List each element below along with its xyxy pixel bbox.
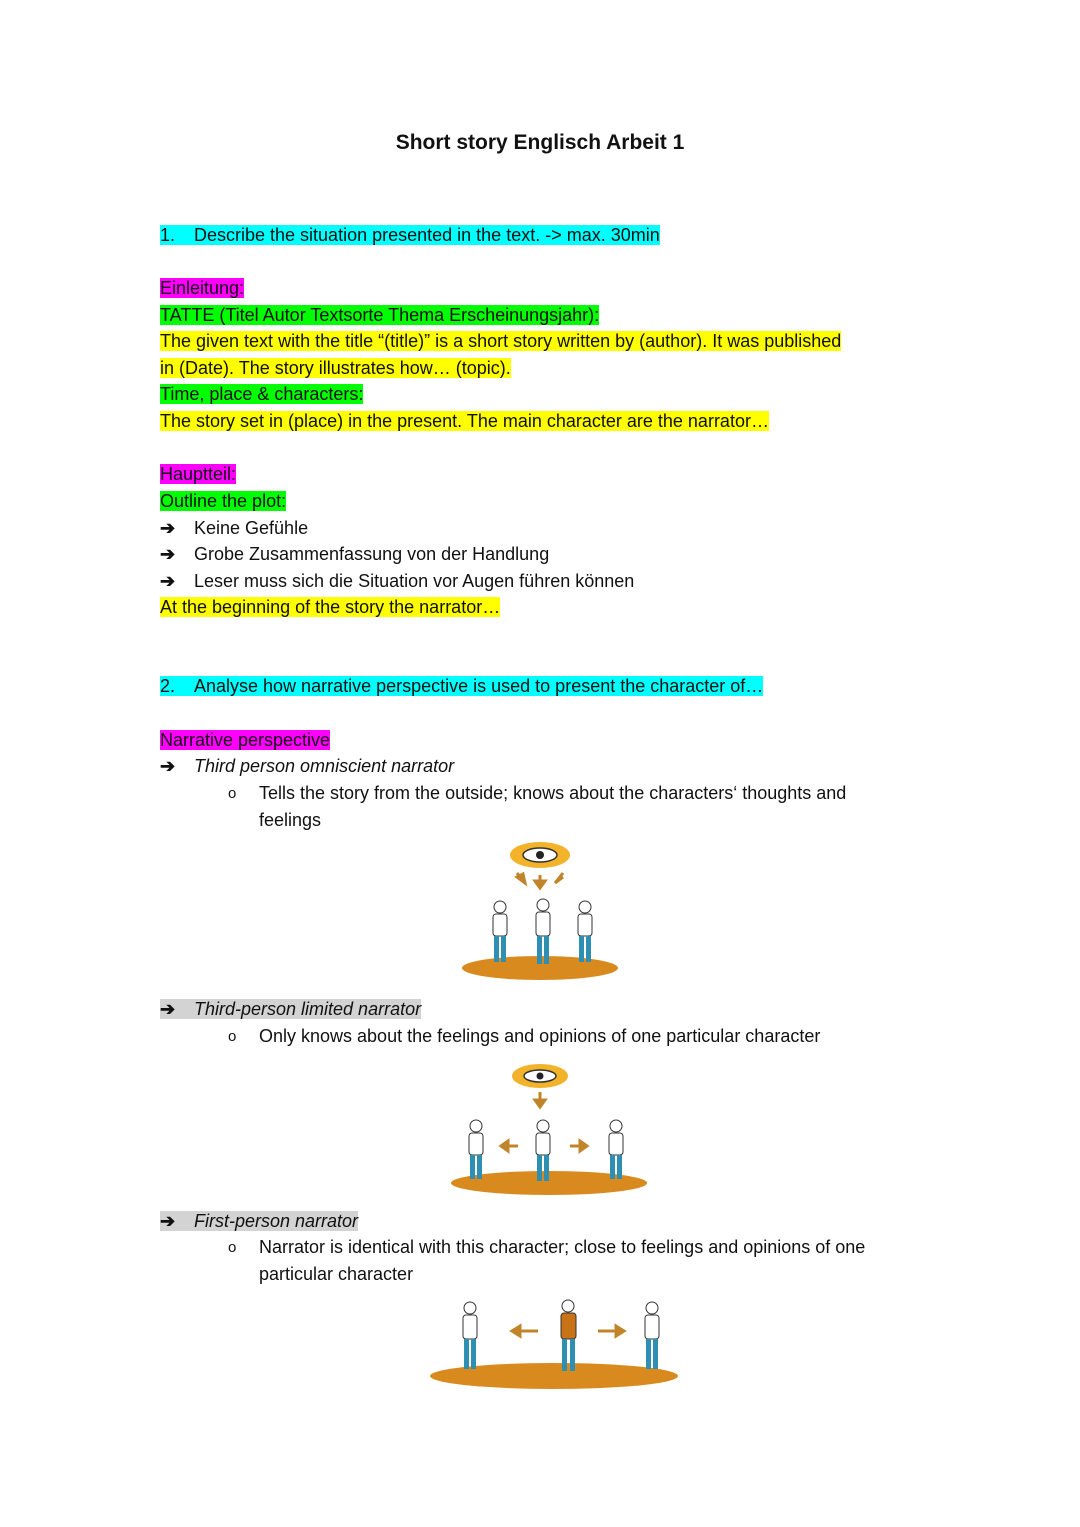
bullet-circle: o xyxy=(228,1239,237,1256)
time-place-sentence: The story set in (place) in the present. The main character are the narrator… xyxy=(160,411,769,431)
left-arrow xyxy=(501,1141,518,1151)
task-1-number: 1. xyxy=(160,225,176,245)
task-1-highlight xyxy=(160,225,660,245)
omniscient-narrator-illustration xyxy=(455,835,635,983)
plot-bullet-3: ➔ Leser muss sich die Situation vor Augen führen können xyxy=(160,568,634,594)
person-center xyxy=(536,899,550,964)
narrative-perspective-heading: Narrative perspective xyxy=(160,730,331,750)
person-left xyxy=(469,1120,483,1179)
first-person-desc-line-2: particular character xyxy=(259,1264,414,1284)
page-title: Short story Englisch Arbeit 1 xyxy=(395,131,685,154)
left-arrow xyxy=(512,1326,538,1336)
person-left xyxy=(463,1302,477,1369)
plot-bullet-2: ➔ Grobe Zusammenfassung von der Handlung xyxy=(160,541,549,567)
arrow-icon: ➔ xyxy=(160,518,176,538)
arrow-icon: ➔ xyxy=(160,1211,176,1231)
outline-heading: Outline the plot: xyxy=(160,491,287,511)
down-arrow xyxy=(535,1092,545,1107)
task-2-highlight xyxy=(160,676,763,696)
bullet-circle: o xyxy=(228,1028,237,1045)
plot-bullet-1: ➔ Keine Gefühle xyxy=(160,515,308,541)
arrow-icon: ➔ xyxy=(160,571,176,591)
intro-sentence-line-2: in (Date). The story illustrates how… (topic). xyxy=(160,358,511,378)
right-arrow xyxy=(570,1141,587,1151)
person-right xyxy=(578,901,592,962)
time-place-heading: Time, place & characters: xyxy=(160,384,364,404)
first-person-narrator-illustration xyxy=(428,1296,683,1396)
einleitung-heading: Einleitung: xyxy=(160,278,245,298)
omniscient-desc-line-2: feelings xyxy=(259,810,322,830)
intro-sentence-line-1: The given text with the title “(title)” is a short story written by (author). It was published xyxy=(160,331,842,351)
task-1-text: Describe the situation presented in the text. -> max. 30min xyxy=(194,225,660,245)
bullet-circle: o xyxy=(228,785,237,802)
down-arrows xyxy=(517,873,563,888)
task-2-heading xyxy=(160,673,763,699)
limited-label: ➔ Third-person limited narrator xyxy=(160,996,421,1022)
plot-sentence: At the beginning of the story the narrator… xyxy=(160,597,501,617)
person-right xyxy=(609,1120,623,1179)
arrow-icon: ➔ xyxy=(160,756,176,776)
task-2-number: 2. xyxy=(160,676,176,696)
limited-desc: Only knows about the feelings and opinions of one particular character xyxy=(259,1026,821,1046)
arrow-icon: ➔ xyxy=(160,544,176,564)
task-1-heading xyxy=(160,222,660,248)
right-arrow xyxy=(598,1326,624,1336)
omniscient-desc-line-1: Tells the story from the outside; knows about the characters‘ thoughts and xyxy=(259,783,847,803)
tatte-line: TATTE (Titel Autor Textsorte Thema Erscheinungsjahr): xyxy=(160,305,600,325)
first-person-label: ➔ First-person narrator xyxy=(160,1208,358,1234)
hauptteil-heading: Hauptteil: xyxy=(160,464,237,484)
arrow-icon: ➔ xyxy=(160,999,176,1019)
person-left xyxy=(493,901,507,962)
task-2-text: Analyse how narrative perspective is used to present the character of… xyxy=(194,676,764,696)
omniscient-label: ➔ Third person omniscient narrator xyxy=(160,753,454,779)
first-person-desc-line-1: Narrator is identical with this character; close to feelings and opinions of one xyxy=(259,1237,866,1257)
person-center-narrator xyxy=(561,1300,576,1371)
limited-narrator-illustration xyxy=(448,1058,653,1198)
person-right xyxy=(645,1302,659,1369)
